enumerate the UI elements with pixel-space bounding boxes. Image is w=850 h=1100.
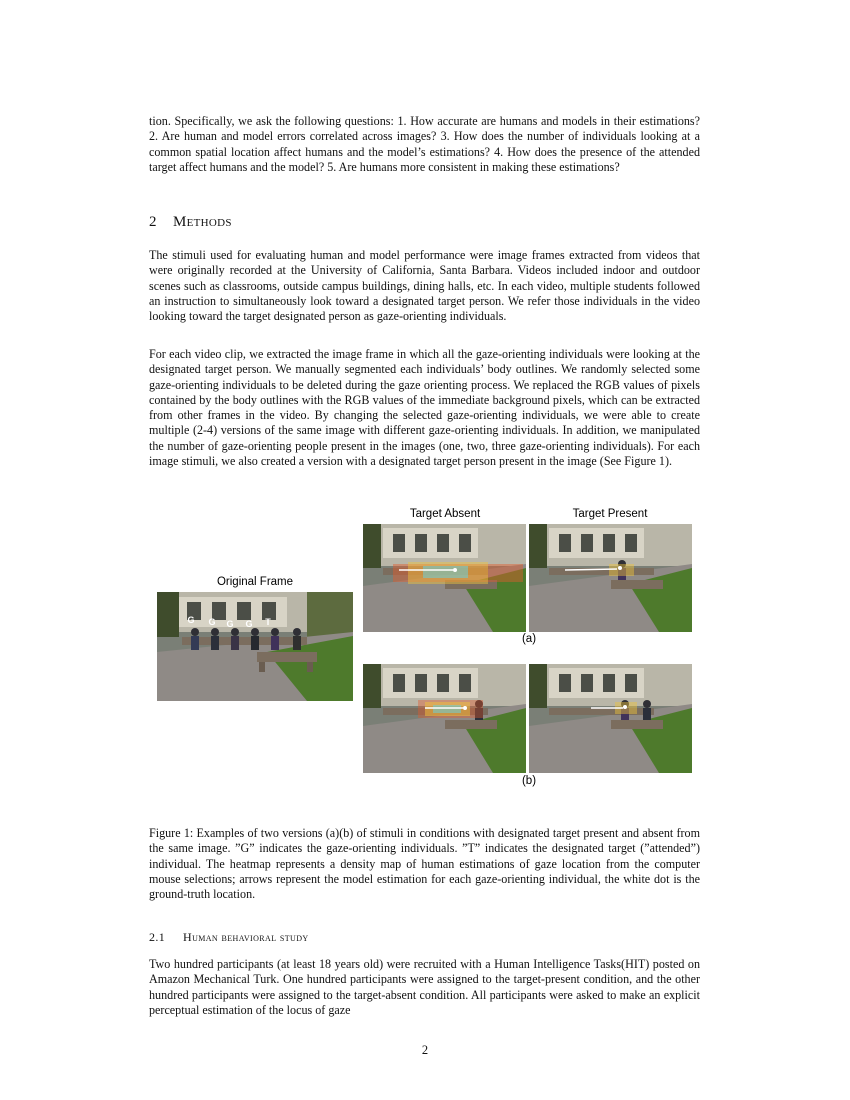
methods-paragraph: The stimuli used for evaluating human and model performance were image frames extracted from videos that were originally recorded at the University of California, Santa Barbara. Videos included indoor and outdoor scenes such as classrooms, outside campus buildings, dining halls, etc. In each video, multiple students followed an instruction to simultaneously look toward a designated target person. We refer those individuals in the video looking toward the target designated person as gaze-orienting individuals. xyxy=(149,248,700,324)
figure-caption-block xyxy=(149,826,700,902)
intro-block xyxy=(149,114,700,175)
overlay-letter-t: T xyxy=(265,617,271,627)
overlay-letter-g: G xyxy=(187,615,195,625)
label-a: (a) xyxy=(521,633,537,645)
label-b: (b) xyxy=(521,775,537,787)
methods-paragraph: For each video clip, we extracted the image frame in which all the gaze-orienting individuals were looking at the designated target person. We manually segmented each individuals’ body outlines. We randomly selected some gaze-orienting individuals to be deleted during the gaze orienting process. We replaced the RGB values of pixels contained by the body outlines with the RGB values of the immediate background pixels, which can be extracted from other frames in the video. By changing the selected gaze-orienting individuals, we were able to create multiple (2-4) versions of the same image with different gaze-orienting individuals. In addition, we manipulated the number of gaze-orienting people present in the images (one, two, three gaze-orienting individuals). For each image stimuli, we also created a version with a designated target person present in the image (See Figure 1). xyxy=(149,347,700,469)
label-target-present: Target Present xyxy=(572,508,648,520)
overlay-letter-g: G xyxy=(245,619,253,629)
methods-paragraph-2-block xyxy=(149,347,700,469)
methods-paragraph-1-block xyxy=(149,248,700,324)
section-heading-methods xyxy=(149,214,232,231)
stimulus-a-target-present xyxy=(529,524,692,632)
stimulus-b-target-present xyxy=(529,664,692,773)
subsection-number: 2.1 xyxy=(149,930,166,944)
stimulus-b-target-absent xyxy=(363,664,526,773)
subsection-paragraph: Two hundred participants (at least 18 years old) were recruited with a Human Intelligence Tasks(HIT) posted on Amazon Mechanical Turk. One hundred participants were assigned to the target-present condition, and the other hundred participants were assigned to the target-absent condition. All participants were asked to make an explicit perceptual estimation of the locus of gaze xyxy=(149,957,700,1017)
overlay-letter-g: G xyxy=(208,617,216,627)
original-frame-image xyxy=(157,592,353,701)
page-number: 2 xyxy=(421,1043,429,1057)
label-target-absent: Target Absent xyxy=(409,508,481,520)
subsection-heading xyxy=(149,930,309,945)
intro-paragraph: tion. Specifically, we ask the following questions: 1. How accurate are humans and models in their estimations? 2. Are human and model errors correlated across images? 3. How does the number of individuals looking at a common spatial location affect humans and the model’s estimations? 4. How does the presence of the attended target affect humans and the model? 5. Are humans more consistent in making these estimations? xyxy=(149,114,700,174)
label-original-frame: Original Frame xyxy=(216,576,294,588)
section-number: 2 xyxy=(149,214,157,230)
subsection-paragraph-block xyxy=(149,957,700,1018)
section-title: Methods xyxy=(173,214,232,230)
figure-caption: Figure 1: Examples of two versions (a)(b) of stimuli in conditions with designated target present and absent from the same image. ”G” indicates the gaze-orienting individuals. ”T” indicates the designated target (”attended”) individual. The heatmap represents a density map of human estimations of gaze location from the computer mouse selections; arrows represent the model estimation for each gaze-orienting individual, the white dot is the ground-truth location. xyxy=(149,826,700,902)
subsection-title: Human behavioral study xyxy=(183,930,309,944)
overlay-letter-g: G xyxy=(226,619,234,629)
stimulus-a-target-absent xyxy=(363,524,526,632)
